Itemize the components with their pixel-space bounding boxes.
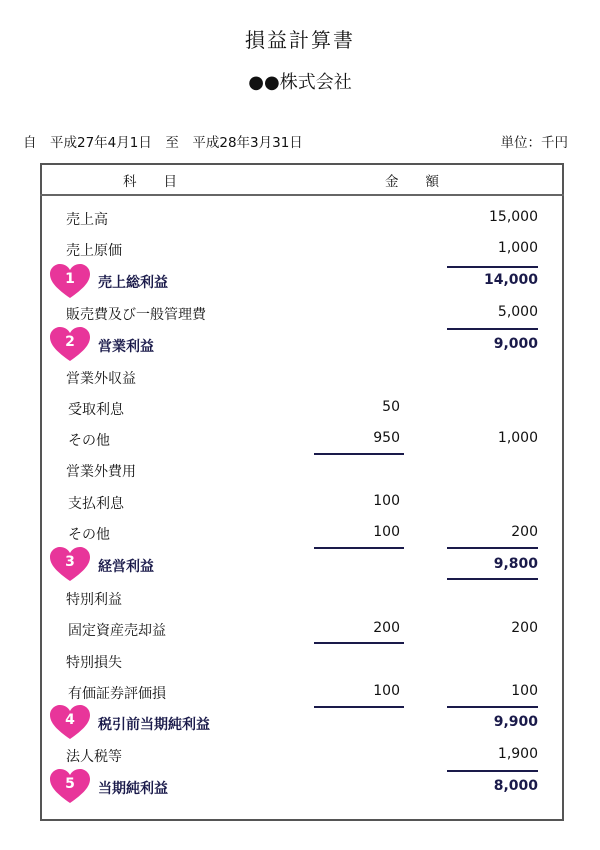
- row-label: 支払利息: [68, 496, 124, 512]
- row-sub-amount: 100: [373, 683, 400, 699]
- document-title: 損益計算書: [245, 28, 355, 52]
- heart-badge-icon: [49, 705, 91, 741]
- row-label: 特別利益: [66, 592, 122, 608]
- heart-badge-icon: [49, 264, 91, 300]
- row-label: その他: [68, 527, 110, 543]
- badge-number: 2: [65, 334, 75, 350]
- badge-number: 4: [65, 712, 75, 728]
- row-sub-amount: 100: [373, 493, 400, 509]
- row-amount: 15,000: [489, 209, 538, 225]
- row-label: 営業外費用: [66, 464, 136, 480]
- row-label: 営業利益: [98, 339, 154, 355]
- subtotal-underline: [447, 770, 538, 772]
- subtotal-underline: [314, 453, 404, 455]
- subtotal-underline: [314, 547, 404, 549]
- header-divider: [40, 194, 564, 196]
- row-label: 売上総利益: [98, 275, 168, 291]
- row-amount: 200: [511, 620, 538, 636]
- subtotal-underline: [447, 266, 538, 268]
- row-amount: 14,000: [483, 272, 538, 288]
- header-amount: 金 額: [385, 174, 439, 190]
- row-label: 受取利息: [68, 402, 124, 418]
- row-amount: 8,000: [493, 778, 538, 794]
- row-amount: 9,800: [493, 556, 538, 572]
- row-amount: 1,900: [497, 746, 538, 762]
- row-amount: 1,000: [497, 240, 538, 256]
- row-label: 販売費及び一般管理費: [66, 307, 206, 323]
- row-label: 売上原価: [66, 243, 122, 259]
- heart-badge-icon: [49, 547, 91, 583]
- row-label: 当期純利益: [98, 781, 168, 797]
- fiscal-period: 自 平成27年4月1日 至 平成28年3月31日: [23, 135, 303, 151]
- row-sub-amount: 200: [373, 620, 400, 636]
- row-label: 有価証券評価損: [68, 686, 166, 702]
- row-label: 法人税等: [66, 749, 122, 765]
- badge-number: 1: [65, 271, 75, 287]
- heart-badge-icon: [49, 769, 91, 805]
- company-name: ●●株式会社: [248, 72, 352, 93]
- row-sub-amount: 100: [373, 524, 400, 540]
- subtotal-underline: [447, 706, 538, 708]
- row-amount: 200: [511, 524, 538, 540]
- row-amount: 9,000: [493, 336, 538, 352]
- row-label: 営業外収益: [66, 371, 136, 387]
- row-label: 特別損失: [66, 655, 122, 671]
- row-label: 税引前当期純利益: [98, 717, 210, 733]
- row-label: その他: [68, 433, 110, 449]
- header-subject: 科 目: [123, 174, 177, 190]
- row-amount: 5,000: [497, 304, 538, 320]
- row-label: 経営利益: [98, 559, 154, 575]
- row-label: 固定資産売却益: [68, 623, 166, 639]
- row-amount: 100: [511, 683, 538, 699]
- row-sub-amount: 50: [382, 399, 400, 415]
- heart-badge-icon: [49, 327, 91, 363]
- row-sub-amount: 950: [373, 430, 400, 446]
- badge-number: 3: [65, 554, 75, 570]
- subtotal-underline: [314, 642, 404, 644]
- badge-number: 5: [65, 776, 75, 792]
- row-amount: 1,000: [497, 430, 538, 446]
- subtotal-underline: [447, 578, 538, 580]
- subtotal-underline: [447, 328, 538, 330]
- subtotal-underline: [314, 706, 404, 708]
- row-label: 売上高: [66, 212, 108, 228]
- row-amount: 9,900: [493, 714, 538, 730]
- subtotal-underline: [447, 547, 538, 549]
- currency-unit: 単位：千円: [500, 135, 568, 151]
